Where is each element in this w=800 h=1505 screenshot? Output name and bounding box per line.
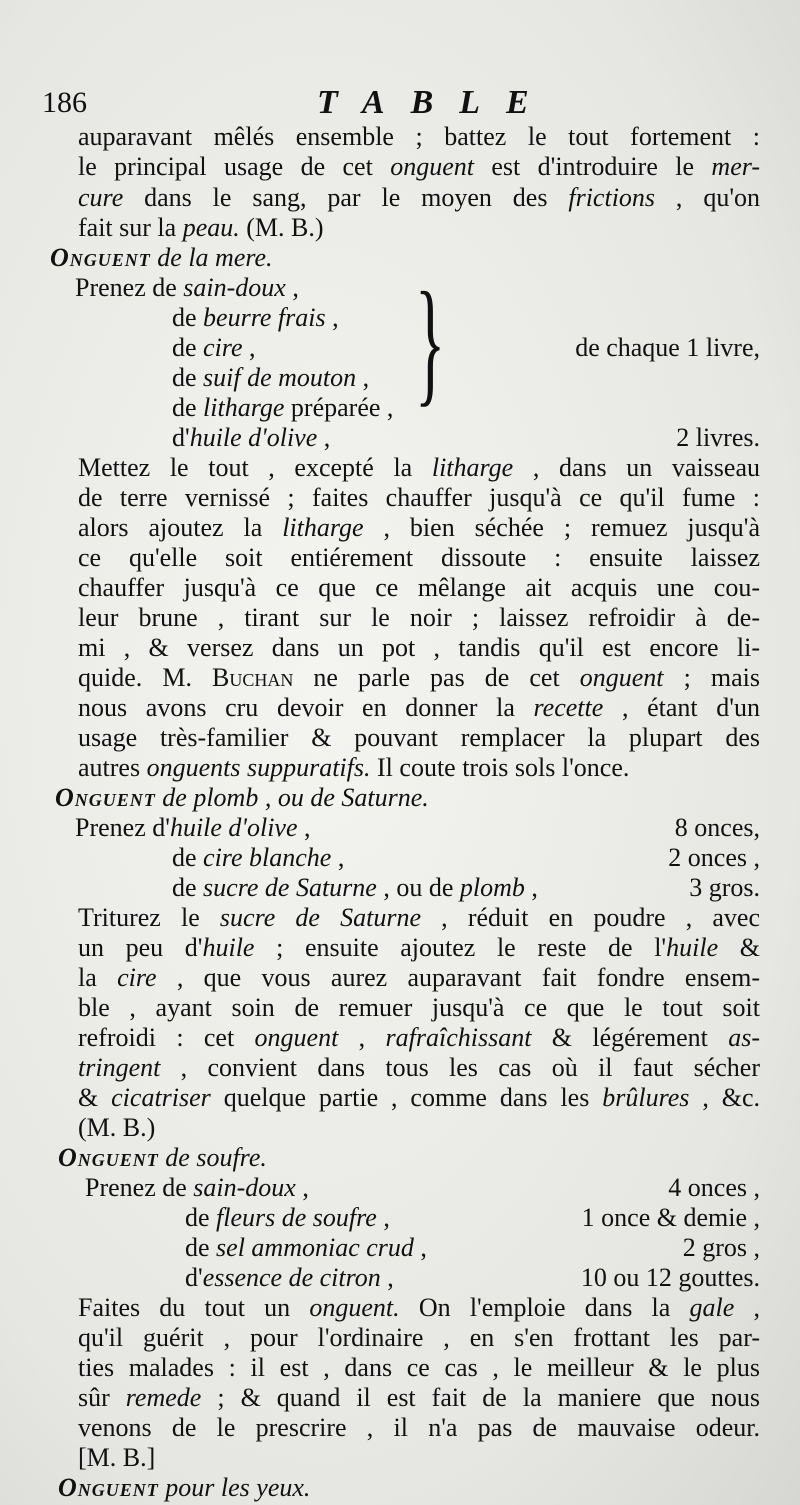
running-title: TABLE <box>317 84 555 121</box>
quantity: de chaque 1 livre, <box>575 333 760 362</box>
quantity: 4 onces , <box>668 1173 760 1202</box>
section-heading: Onguent pour les yeux. <box>58 1473 311 1502</box>
section-heading: Onguent de plomb , ou de Saturne. <box>55 783 429 812</box>
page-number: 186 <box>42 86 87 119</box>
text-line: venons de le prescrire , il n'a pas de mauvaise odeur. <box>78 1413 760 1442</box>
text-line: ce qu'elle soit entiérement dissoute : ensuite laissez <box>78 543 760 572</box>
section-heading: Onguent de soufre. <box>58 1143 267 1172</box>
text-line: de terre vernissé ; faites chauffer jusqu'à ce qu'il fume : <box>78 483 760 512</box>
ingredient-line: de litharge préparée , <box>172 393 394 422</box>
text-line: autres onguents suppuratifs. Il coute trois sols l'once. <box>78 753 630 782</box>
ingredient-line: de sucre de Saturne , ou de plomb , <box>172 873 538 902</box>
quantity: 8 onces, <box>674 813 760 842</box>
text-line: leur brune , tirant sur le noir ; laissez refroidir à de- <box>78 603 760 632</box>
text-line: [M. B.] <box>78 1443 156 1472</box>
section-heading: Onguent de la mere. <box>50 243 273 272</box>
text-line: chauffer jusqu'à ce que ce mêlange ait acquis une cou- <box>78 573 760 602</box>
text-line: alors ajoutez la litharge , bien séchée ; remuez jusqu'à <box>78 513 761 542</box>
ingredient-line: de suif de mouton , <box>172 363 370 392</box>
text-line: refroidi : cet onguent , rafraîchissant & légérement as- <box>78 1023 760 1052</box>
ingredient-line: de cire blanche , <box>172 843 345 872</box>
text-line: ties malades : il est , dans ce cas , le meilleur & le plus <box>78 1353 760 1382</box>
text-line: auparavant mêlés ensemble ; battez le tout fortement : <box>78 122 760 151</box>
text-line: qu'il guérit , pour l'ordinaire , en s'en frottant les par- <box>78 1323 760 1352</box>
quantity: 3 gros. <box>689 873 760 902</box>
text-line: la cire , que vous aurez auparavant fait fondre ensem- <box>78 963 761 992</box>
text-line: usage très-familier & pouvant remplacer la plupart des <box>78 723 760 752</box>
ingredient-line: Prenez de sain-doux , <box>75 273 299 302</box>
quantity: 10 ou 12 gouttes. <box>580 1263 760 1292</box>
ingredient-line: d'essence de citron , <box>185 1263 394 1292</box>
text-line: (M. B.) <box>78 1113 156 1142</box>
quantity: 2 livres. <box>676 423 760 452</box>
ingredient-line: de fleurs de soufre , <box>185 1203 390 1232</box>
text-line: cure dans le sang, par le moyen des frictions , qu'on <box>78 183 761 212</box>
ingredient-line: de beurre frais , <box>172 303 339 332</box>
ingredient-line: Prenez de sain-doux , <box>85 1173 309 1202</box>
text-line: fait sur la peau. (M. B.) <box>78 213 324 242</box>
text-line: Faites du tout un onguent. On l'emploie dans la gale , <box>78 1293 761 1322</box>
quantity: 1 once & demie , <box>581 1203 760 1232</box>
text-line: quide. M. Buchan ne parle pas de cet onguent ; mais <box>78 663 760 692</box>
quantity: 2 gros , <box>682 1233 760 1262</box>
ingredient-line: Prenez d'huile d'olive , <box>75 813 311 842</box>
text-line: sûr remede ; & quand il est fait de la maniere que nous <box>78 1383 760 1412</box>
ingredient-line: d'huile d'olive , <box>172 423 331 452</box>
brace: } <box>415 264 446 419</box>
text-line: le principal usage de cet onguent est d'introduire le mer- <box>78 152 760 181</box>
ingredient-line: de cire , <box>172 333 256 362</box>
text-line: tringent , convient dans tous les cas où il faut sécher <box>78 1053 760 1082</box>
text-line: nous avons cru devoir en donner la recette , étant d'un <box>78 693 760 722</box>
text-line: ble , ayant soin de remuer jusqu'à ce que le tout soit <box>78 993 760 1022</box>
text-line: Triturez le sucre de Saturne , réduit en poudre , avec <box>78 903 760 932</box>
text-line: & cicatriser quelque partie , comme dans les brûlures , &c. <box>78 1083 760 1112</box>
ingredient-line: de sel ammoniac crud , <box>185 1233 427 1262</box>
quantity: 2 onces , <box>668 843 760 872</box>
text-line: un peu d'huile ; ensuite ajoutez le reste de l'huile & <box>78 933 760 962</box>
page-header <box>42 86 762 126</box>
text-line: mi , & versez dans un pot , tandis qu'il est encore li- <box>78 633 760 662</box>
text-line: Mettez le tout , excepté la litharge , dans un vaisseau <box>78 453 760 482</box>
